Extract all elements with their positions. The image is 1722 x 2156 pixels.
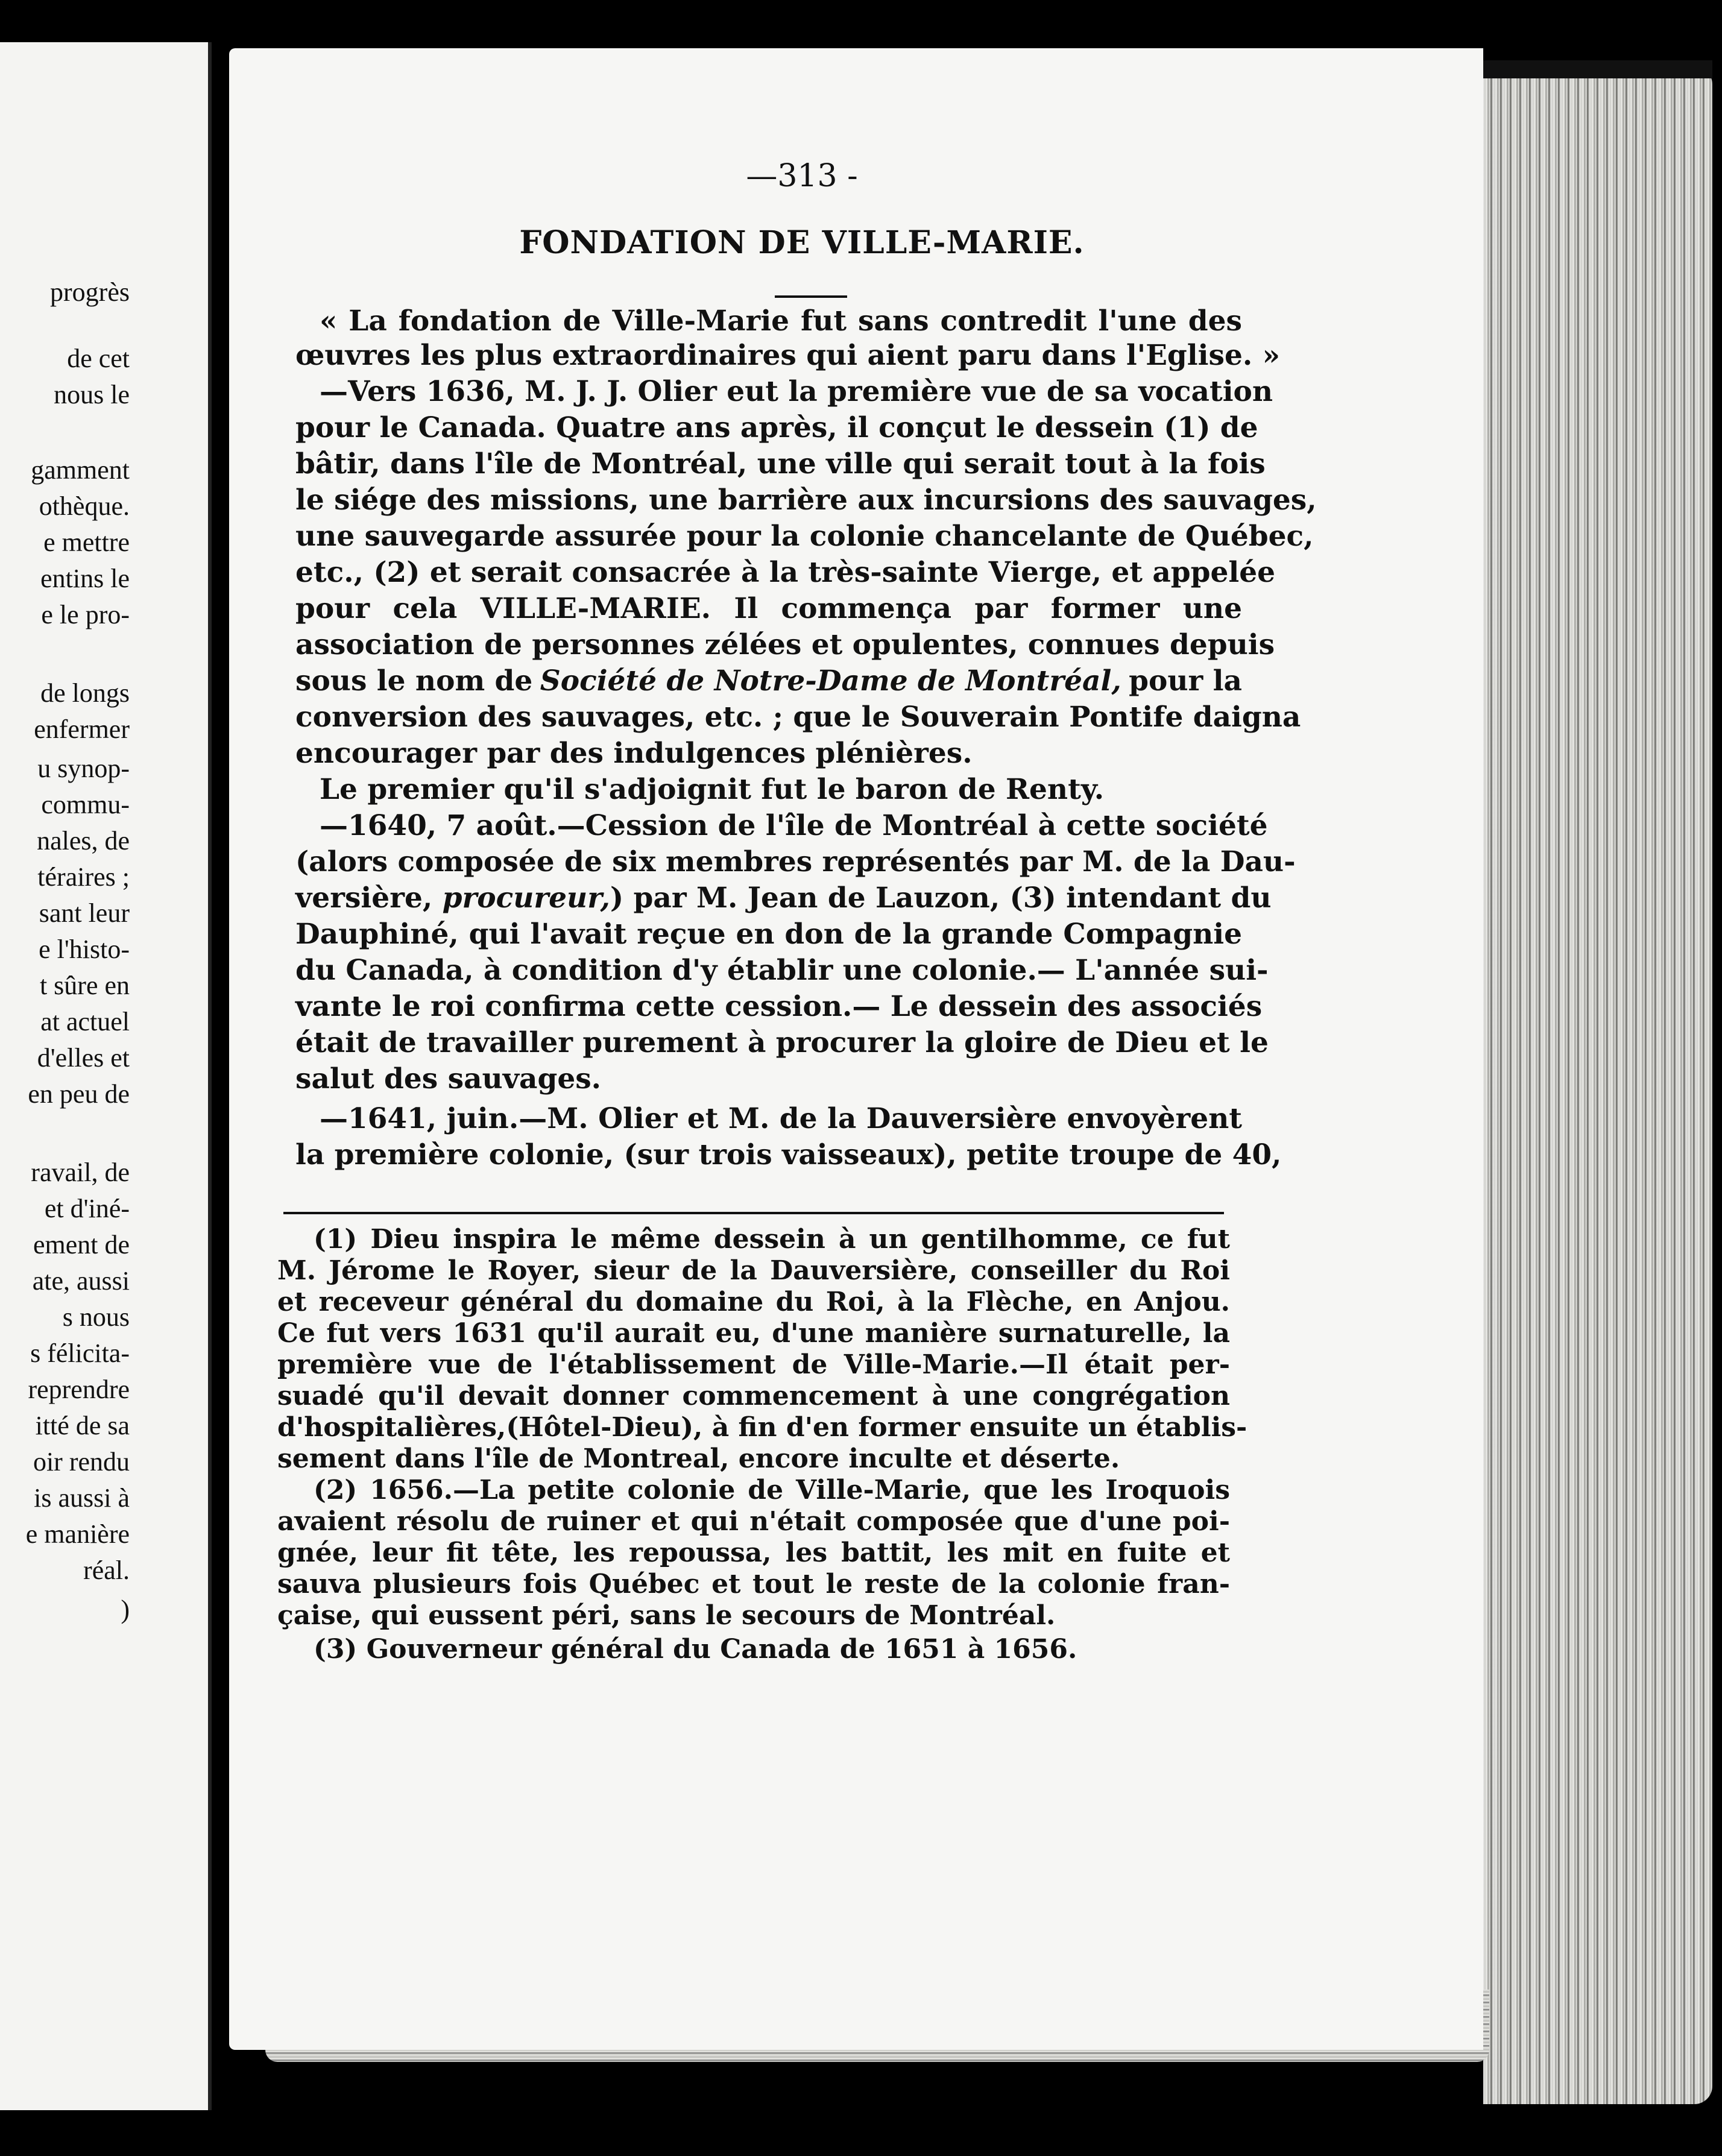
left-page-line: e le pro-: [41, 600, 130, 629]
left-page-line: ement de: [33, 1230, 130, 1259]
left-page-line: et d'iné-: [44, 1194, 130, 1223]
left-page-line: progrès: [50, 277, 130, 307]
body-line: [295, 664, 1242, 698]
body-line: vante le roi confirma cette cession.— Le dessein des associés: [295, 990, 1263, 1023]
left-page-line: réal.: [83, 1556, 130, 1585]
footnote-line: d'hospitalières,(Hôtel-Dieu), à fin d'en former ensuite un établis-: [277, 1412, 1247, 1443]
footnote-line: sement dans l'île de Montreal, encore inculte et déserte.: [277, 1443, 1120, 1474]
footnote-rule: [283, 1212, 1224, 1214]
footnote-line: gnée, leur fit tête, les repoussa, les battit, les mit en fuite et: [277, 1537, 1230, 1568]
page-title: FONDATION DE VILLE-MARIE.: [519, 224, 1085, 261]
body-text: ) par M. Jean de Lauzon, (3) intendant du: [610, 881, 1272, 915]
body-line: association de personnes zélées et opulentes, connues depuis: [295, 628, 1275, 661]
body-line: pour cela VILLE-MARIE. Il commença par former une: [295, 592, 1242, 625]
left-page-line: nous le: [54, 380, 130, 409]
book-page-edges: [1483, 66, 1712, 2104]
left-page-line: u synop-: [37, 754, 130, 783]
book-edge-shadow: [1471, 60, 1712, 78]
footnote-line: sauva plusieurs fois Québec et tout le reste de la colonie fran-: [277, 1569, 1230, 1600]
footnote-line: première vue de l'établissement de Ville-Marie.—Il était per-: [277, 1349, 1230, 1380]
body-line: Le premier qu'il s'adjoignit fut le baron de Renty.: [320, 773, 1105, 806]
body-line: « La fondation de Ville-Marie fut sans contredit l'une des: [320, 304, 1242, 338]
body-line: une sauvegarde assurée pour la colonie chancelante de Québec,: [295, 520, 1314, 553]
left-page-line: de longs: [40, 678, 130, 708]
left-page-line: at actuel: [40, 1007, 130, 1036]
left-page-line: is aussi à: [34, 1483, 130, 1513]
left-page-line: d'elles et: [37, 1043, 130, 1073]
left-page-line: en peu de: [28, 1079, 130, 1109]
left-page-line: ): [121, 1595, 130, 1624]
left-page-line: nales, de: [37, 826, 130, 856]
footnote-line: M. Jérome le Royer, sieur de la Dauversière, conseiller du Roi: [277, 1255, 1230, 1286]
body-line: bâtir, dans l'île de Montréal, une ville qui serait tout à la fois: [295, 447, 1266, 481]
body-italic-text: procureur,: [442, 881, 610, 915]
left-page-line: téraires ;: [37, 862, 130, 892]
left-page-line: itté de sa: [35, 1411, 130, 1440]
footnote-line: suadé qu'il devait donner commencement à une congrégation: [277, 1381, 1230, 1411]
left-page-line: entins le: [40, 564, 130, 593]
left-page-line: t sûre en: [39, 971, 130, 1000]
title-rule: [775, 295, 847, 298]
left-page-line: ravail, de: [31, 1158, 130, 1187]
footnote-line: Ce fut vers 1631 qu'il aurait eu, d'une manière surnaturelle, la: [277, 1318, 1230, 1349]
left-page-line: e l'histo-: [39, 935, 130, 964]
body-text: versière,: [295, 881, 433, 915]
body-text: pour la: [1129, 664, 1242, 698]
left-page-line: commu-: [41, 790, 130, 819]
body-line: encourager par des indulgences plénières.: [295, 737, 973, 770]
body-line: —Vers 1636, M. J. J. Olier eut la première vue de sa vocation: [320, 375, 1273, 408]
left-page-line: s félicita-: [30, 1338, 130, 1368]
body-line: œuvres les plus extraordinaires qui aient paru dans l'Eglise. »: [295, 339, 1280, 372]
body-line: était de travailler purement à procurer la gloire de Dieu et le: [295, 1026, 1269, 1059]
left-facing-page: [0, 42, 212, 2110]
body-line: etc., (2) et serait consacrée à la très-sainte Vierge, et appelée: [295, 556, 1276, 589]
body-line: (alors composée de six membres représentés par M. de la Dau-: [295, 845, 1296, 878]
body-line: [295, 881, 1272, 915]
left-page-line: enfermer: [34, 714, 130, 744]
left-page-line: e mettre: [43, 528, 130, 557]
left-page-line: reprendre: [28, 1375, 130, 1404]
left-page-line: othèque.: [39, 491, 130, 521]
body-line: du Canada, à condition d'y établir une colonie.— L'année sui-: [295, 954, 1269, 987]
left-page-line: sant leur: [39, 898, 130, 928]
left-page-line: oir rendu: [33, 1447, 130, 1477]
body-line: salut des sauvages.: [295, 1062, 602, 1095]
footnote-line: (1) Dieu inspira le même dessein à un gentilhomme, ce fut: [314, 1224, 1230, 1255]
left-page-line: s nous: [62, 1302, 130, 1332]
body-line: Dauphiné, qui l'avait reçue en don de la grande Compagnie: [295, 918, 1242, 951]
left-page-line: gamment: [31, 455, 130, 485]
left-page-line: e manière: [25, 1519, 130, 1549]
footnote-line: et receveur général du domaine du Roi, à la Flèche, en Anjou.: [277, 1287, 1230, 1317]
footnote-line: avaient résolu de ruiner et qui n'était composée que d'une poi-: [277, 1506, 1230, 1537]
left-page-line: de cet: [67, 344, 130, 373]
body-text: sous le nom de: [295, 664, 533, 698]
page-number: —313 -: [746, 158, 858, 194]
body-italic-text: Société de Notre-Dame de Montréal,: [540, 664, 1121, 698]
left-page-line: ate, aussi: [32, 1266, 130, 1296]
body-line: la première colonie, (sur trois vaisseaux), petite troupe de 40,: [295, 1138, 1282, 1171]
body-line: —1640, 7 août.—Cession de l'île de Montréal à cette société: [320, 809, 1268, 842]
footnote-line: çaise, qui eussent péri, sans le secours de Montréal.: [277, 1600, 1056, 1631]
footnote-line: (2) 1656.—La petite colonie de Ville-Marie, que les Iroquois: [314, 1475, 1230, 1505]
body-line: —1641, juin.—M. Olier et M. de la Dauversière envoyèrent: [320, 1102, 1242, 1135]
body-line: conversion des sauvages, etc. ; que le Souverain Pontife daigna: [295, 701, 1301, 734]
body-line: le siége des missions, une barrière aux incursions des sauvages,: [295, 484, 1317, 517]
footnote-line: (3) Gouverneur général du Canada de 1651 à 1656.: [314, 1634, 1077, 1665]
body-line: pour le Canada. Quatre ans après, il conçut le dessein (1) de: [295, 411, 1258, 444]
